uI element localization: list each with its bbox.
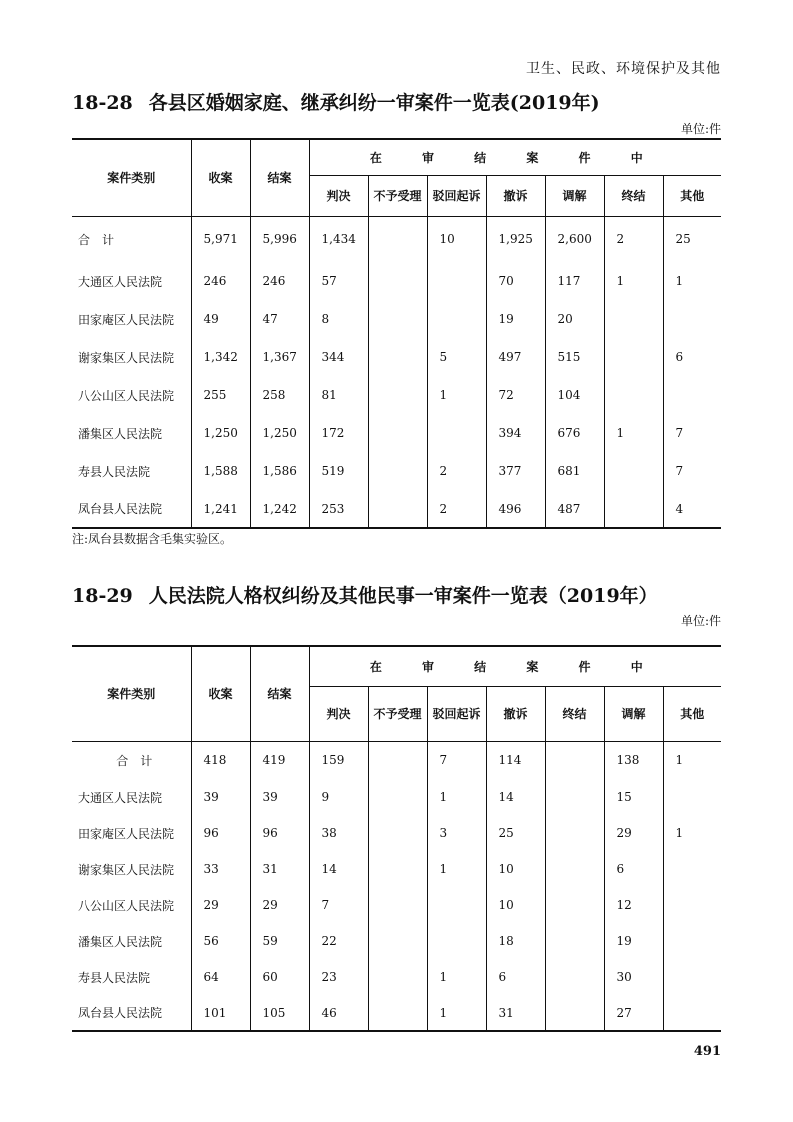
table2 (72, 645, 721, 1032)
table-cell (663, 300, 721, 338)
table-cell: 418 (191, 741, 250, 779)
table-cell (368, 490, 427, 528)
table2-header-sub: 不予受理 (368, 686, 427, 741)
table-cell: 25 (486, 815, 545, 851)
table-row (72, 414, 721, 452)
table-cell: 676 (545, 414, 604, 452)
table-cell: 1,367 (250, 338, 309, 376)
table-cell: 419 (250, 741, 309, 779)
table1-header-sub: 撤诉 (486, 175, 545, 216)
row-category: 潘集区人民法院 (78, 934, 163, 949)
table-cell (368, 851, 427, 887)
table-cell: 496 (486, 490, 545, 528)
table-cell: 8 (309, 300, 368, 338)
table-cell: 1 (663, 815, 721, 851)
table-cell: 14 (486, 779, 545, 815)
table-cell: 81 (309, 376, 368, 414)
table1-header-sub: 不予受理 (368, 175, 427, 216)
table-cell (545, 851, 604, 887)
table-cell: 6 (486, 959, 545, 995)
table-cell: 30 (604, 959, 663, 995)
table-cell (545, 815, 604, 851)
table-cell: 1 (604, 262, 663, 300)
table-cell (427, 414, 486, 452)
table-cell: 39 (191, 779, 250, 815)
table-row (72, 338, 721, 376)
table-cell: 253 (309, 490, 368, 528)
table-cell: 29 (604, 815, 663, 851)
table-row (72, 815, 721, 851)
table-cell: 394 (486, 414, 545, 452)
table-cell: 19 (486, 300, 545, 338)
row-category: 大通区人民法院 (78, 790, 163, 805)
table-cell: 59 (250, 923, 309, 959)
table-cell: 2 (427, 452, 486, 490)
row-category: 合 计 (78, 232, 115, 247)
table-cell (368, 376, 427, 414)
table-row (72, 376, 721, 414)
page-number: 491 (693, 1044, 721, 1059)
table-row (72, 452, 721, 490)
table-cell (663, 779, 721, 815)
table-row (72, 959, 721, 995)
table2-title-text: 人民法院人格权纠纷及其他民事一审案件一览表（2019年） (148, 585, 658, 607)
table1-header-sub: 驳回起诉 (427, 175, 486, 216)
table-cell (604, 300, 663, 338)
table-cell: 1 (427, 851, 486, 887)
table-cell: 29 (250, 887, 309, 923)
table2-header-received: 收案 (191, 646, 250, 741)
table-cell: 23 (309, 959, 368, 995)
table-cell: 96 (250, 815, 309, 851)
table-cell: 31 (250, 851, 309, 887)
table-cell: 487 (545, 490, 604, 528)
row-category: 谢家集区人民法院 (78, 862, 175, 877)
table-cell (427, 300, 486, 338)
table-row (72, 741, 721, 779)
table-cell: 49 (191, 300, 250, 338)
table-cell: 12 (604, 887, 663, 923)
table-cell: 3 (427, 815, 486, 851)
table-cell (663, 995, 721, 1031)
table-cell: 31 (486, 995, 545, 1031)
table2-header-sub: 终结 (545, 686, 604, 741)
table-cell (368, 262, 427, 300)
table-cell (368, 959, 427, 995)
table1-header-category: 案件类别 (72, 139, 191, 216)
table1-header-sub: 调解 (545, 175, 604, 216)
table1-header-sub: 终结 (604, 175, 663, 216)
row-category: 田家庵区人民法院 (78, 312, 175, 327)
table-cell (368, 887, 427, 923)
table2-header-sub: 撤诉 (486, 686, 545, 741)
table-cell: 19 (604, 923, 663, 959)
table-cell: 39 (250, 779, 309, 815)
row-category: 八公山区人民法院 (78, 898, 175, 913)
table1-header-received: 收案 (191, 139, 250, 216)
table-cell: 5,996 (250, 216, 309, 262)
table2-header-sub: 调解 (604, 686, 663, 741)
table-cell (427, 923, 486, 959)
table-cell (368, 815, 427, 851)
table-cell: 22 (309, 923, 368, 959)
table-cell: 1,342 (191, 338, 250, 376)
table-cell: 5,971 (191, 216, 250, 262)
table-cell: 2 (427, 490, 486, 528)
table-cell: 1,586 (250, 452, 309, 490)
table-cell (604, 338, 663, 376)
table-cell: 101 (191, 995, 250, 1031)
table-cell (368, 779, 427, 815)
table-cell: 1 (427, 995, 486, 1031)
table2-number: 18-29 (72, 585, 133, 607)
table-cell: 104 (545, 376, 604, 414)
table-cell: 2 (604, 216, 663, 262)
table-cell: 4 (663, 490, 721, 528)
row-category: 大通区人民法院 (78, 274, 163, 289)
table-cell (545, 779, 604, 815)
table1-header-sub: 判决 (309, 175, 368, 216)
table-cell: 27 (604, 995, 663, 1031)
table-cell (663, 959, 721, 995)
row-category: 寿县人民法院 (78, 970, 151, 985)
table-cell (368, 741, 427, 779)
table-cell (545, 923, 604, 959)
table-cell: 7 (309, 887, 368, 923)
table-cell: 60 (250, 959, 309, 995)
table-cell: 117 (545, 262, 604, 300)
table-cell (663, 376, 721, 414)
table-cell: 1 (663, 262, 721, 300)
table-cell: 258 (250, 376, 309, 414)
table-cell: 255 (191, 376, 250, 414)
table-cell: 38 (309, 815, 368, 851)
table-row (72, 216, 721, 262)
table2-header-category: 案件类别 (72, 646, 191, 741)
table-cell: 1 (604, 414, 663, 452)
row-category: 田家庵区人民法院 (78, 826, 175, 841)
table-cell (368, 923, 427, 959)
table1-note: 注:凤台县数据含毛集实验区。 (72, 532, 233, 546)
table-cell: 1 (427, 376, 486, 414)
table-cell (368, 216, 427, 262)
table-cell (427, 887, 486, 923)
table-cell (663, 887, 721, 923)
row-category: 凤台县人民法院 (72, 490, 191, 528)
table1 (72, 138, 721, 529)
table-cell: 1,250 (191, 414, 250, 452)
table-cell (545, 887, 604, 923)
table-row (72, 779, 721, 815)
table1-header-closed: 结案 (250, 139, 309, 216)
table-cell: 47 (250, 300, 309, 338)
table-cell (545, 741, 604, 779)
table-cell: 10 (486, 851, 545, 887)
table-cell: 172 (309, 414, 368, 452)
row-category: 谢家集区人民法院 (78, 350, 175, 365)
table-cell: 14 (309, 851, 368, 887)
table-cell (545, 959, 604, 995)
table-row (72, 300, 721, 338)
table-cell: 29 (191, 887, 250, 923)
table-cell: 246 (191, 262, 250, 300)
table-cell: 7 (663, 452, 721, 490)
table-cell: 70 (486, 262, 545, 300)
table1-title (72, 88, 600, 115)
table-cell: 64 (191, 959, 250, 995)
table-cell (368, 338, 427, 376)
table-cell: 515 (545, 338, 604, 376)
table-cell: 15 (604, 779, 663, 815)
table-cell: 33 (191, 851, 250, 887)
table-cell: 25 (663, 216, 721, 262)
table-cell: 1 (427, 779, 486, 815)
table-row (72, 262, 721, 300)
table-cell: 246 (250, 262, 309, 300)
table2-title (72, 581, 658, 608)
table-row (72, 490, 721, 528)
table-row (72, 887, 721, 923)
table-cell (663, 923, 721, 959)
table-cell: 18 (486, 923, 545, 959)
row-category: 八公山区人民法院 (78, 388, 175, 403)
table-cell (604, 452, 663, 490)
table-cell: 681 (545, 452, 604, 490)
table-cell: 1,434 (309, 216, 368, 262)
table-cell: 114 (486, 741, 545, 779)
table-cell (545, 995, 604, 1031)
table-cell: 56 (191, 923, 250, 959)
table1-number: 18-28 (72, 92, 133, 114)
table-cell: 96 (191, 815, 250, 851)
table1-header-sub: 其他 (663, 175, 721, 216)
table2-header-sub: 判决 (309, 686, 368, 741)
table-cell: 72 (486, 376, 545, 414)
table-cell (368, 414, 427, 452)
table-row (72, 995, 721, 1031)
table-cell: 9 (309, 779, 368, 815)
table-cell: 497 (486, 338, 545, 376)
table-cell: 1,250 (250, 414, 309, 452)
table-cell (663, 851, 721, 887)
table2-header-group: 在 审 结 案 件 中 (309, 646, 721, 686)
table-cell: 377 (486, 452, 545, 490)
table-cell: 20 (545, 300, 604, 338)
table-cell (368, 300, 427, 338)
table-cell: 1 (427, 959, 486, 995)
table-cell: 1,241 (191, 490, 250, 528)
table-cell: 519 (309, 452, 368, 490)
table-cell: 57 (309, 262, 368, 300)
table-row (72, 851, 721, 887)
table1-title-text: 各县区婚姻家庭、继承纠纷一审案件一览表(2019年) (148, 92, 600, 114)
table-cell: 1,242 (250, 490, 309, 528)
table1-unit: 单位:件 (680, 122, 721, 136)
table-cell: 138 (604, 741, 663, 779)
table-cell: 105 (250, 995, 309, 1031)
table-cell: 1,588 (191, 452, 250, 490)
table2-unit: 单位:件 (680, 614, 721, 628)
table1-header-group: 在 审 结 案 件 中 (309, 139, 721, 175)
table-cell: 6 (604, 851, 663, 887)
table2-header-sub: 其他 (663, 686, 721, 741)
table-cell: 1 (663, 741, 721, 779)
row-category: 寿县人民法院 (78, 464, 151, 479)
table-cell: 6 (663, 338, 721, 376)
running-head: 卫生、民政、环境保护及其他 (526, 61, 721, 77)
table-cell: 159 (309, 741, 368, 779)
table-cell: 7 (427, 741, 486, 779)
table-cell: 46 (309, 995, 368, 1031)
row-category: 潘集区人民法院 (78, 426, 163, 441)
table-cell: 344 (309, 338, 368, 376)
row-category: 合 计 (116, 753, 153, 768)
table-cell: 10 (486, 887, 545, 923)
table-cell (604, 490, 663, 528)
table-cell: 7 (663, 414, 721, 452)
table-cell: 2,600 (545, 216, 604, 262)
table-cell: 5 (427, 338, 486, 376)
table-cell: 1,925 (486, 216, 545, 262)
table2-header-closed: 结案 (250, 646, 309, 741)
table-row (72, 923, 721, 959)
table-cell (427, 262, 486, 300)
table-cell (368, 452, 427, 490)
table-cell (604, 376, 663, 414)
table-cell (368, 995, 427, 1031)
row-category: 凤台县人民法院 (72, 995, 191, 1031)
table2-header-sub: 驳回起诉 (427, 686, 486, 741)
table-cell: 10 (427, 216, 486, 262)
